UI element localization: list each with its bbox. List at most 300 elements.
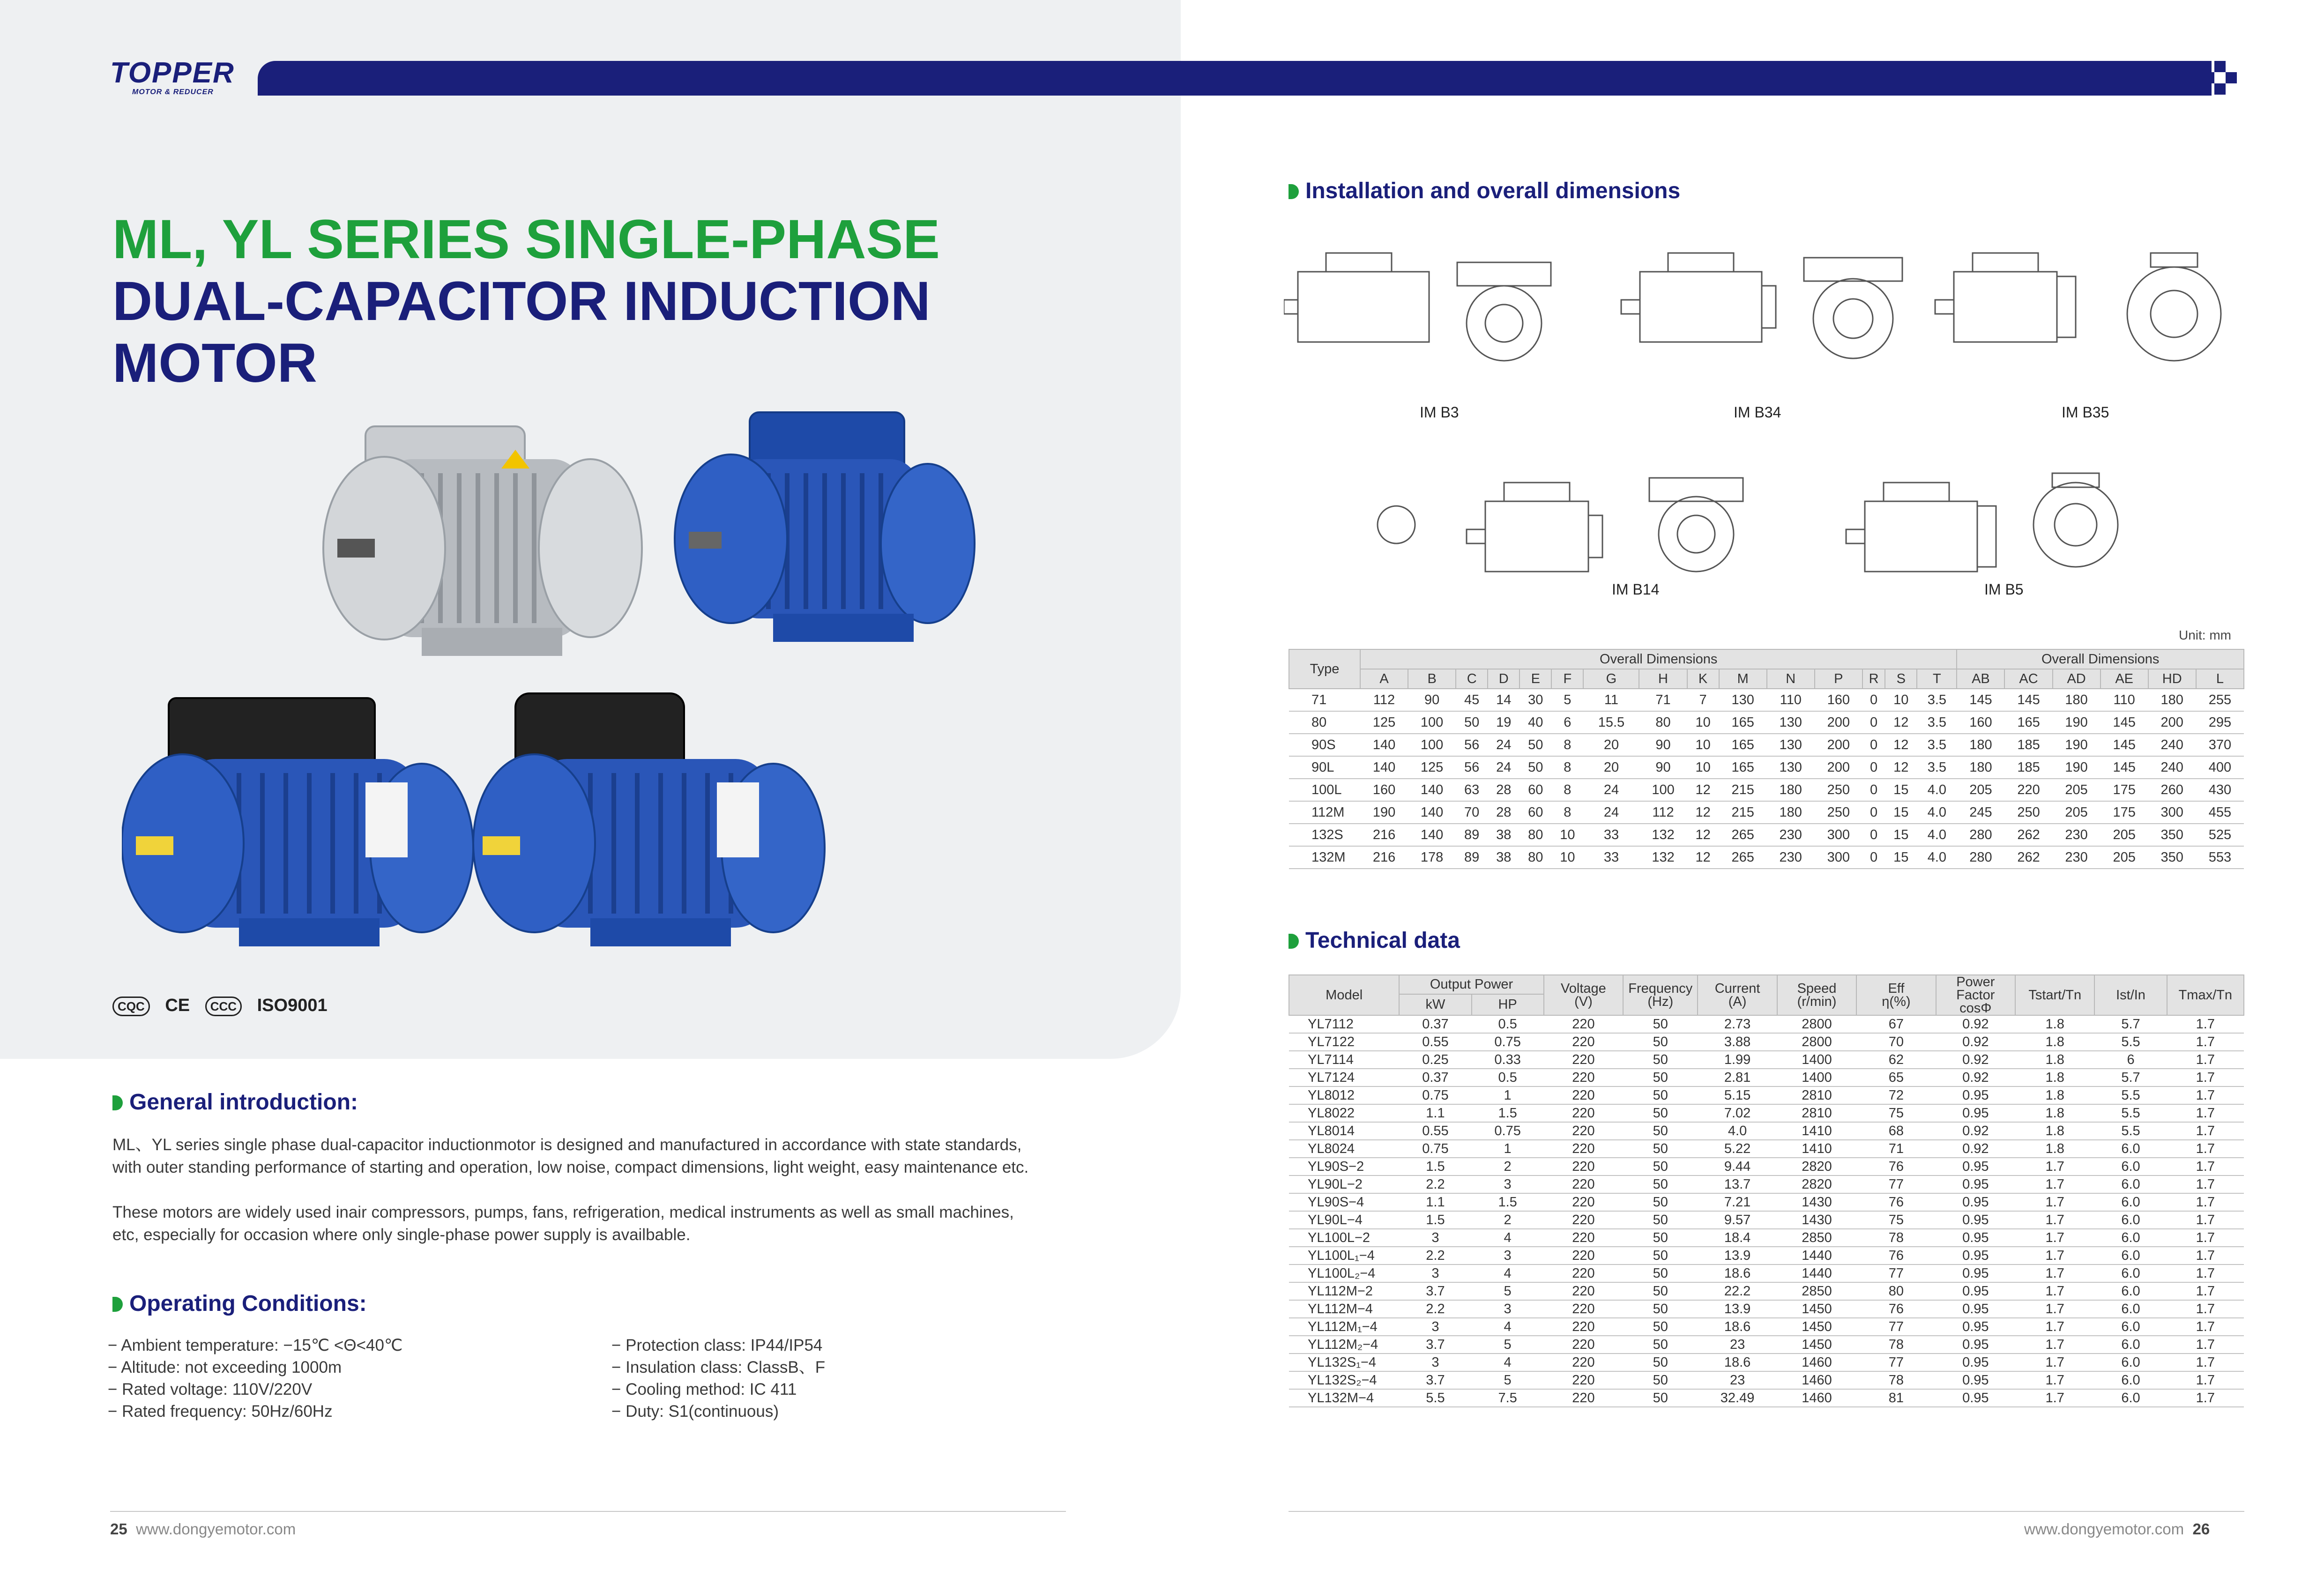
table-cell: 6.0 bbox=[2094, 1354, 2167, 1371]
table-cell: 300 bbox=[2148, 801, 2196, 824]
table-cell: 0.92 bbox=[1936, 1122, 2015, 1140]
table-cell: 175 bbox=[2101, 801, 2148, 824]
table-cell: 0.5 bbox=[1472, 1015, 1544, 1033]
table-cell: 67 bbox=[1856, 1015, 1936, 1033]
table-cell: 0.25 bbox=[1399, 1051, 1471, 1069]
table-cell: 220 bbox=[1544, 1282, 1623, 1300]
table-cell: 100 bbox=[1408, 711, 1456, 734]
table-row bbox=[1289, 1086, 2244, 1104]
table-row bbox=[1289, 1265, 2244, 1282]
table-cell: 1.7 bbox=[2015, 1265, 2094, 1282]
table-cell: 400 bbox=[2196, 756, 2244, 779]
table-cell: 5.5 bbox=[2094, 1122, 2167, 1140]
table-cell: 255 bbox=[2196, 689, 2244, 711]
table-cell: 2.81 bbox=[1698, 1069, 1777, 1086]
table-cell: 50 bbox=[1623, 1265, 1698, 1282]
table-cell: 50 bbox=[1456, 711, 1488, 734]
conditions-right bbox=[611, 1334, 1033, 1422]
table-cell: 220 bbox=[1544, 1265, 1623, 1282]
table-cell: 220 bbox=[1544, 1211, 1623, 1229]
table-row bbox=[1289, 1140, 2244, 1158]
title-line-2: DUAL-CAPACITOR INDUCTION bbox=[112, 270, 931, 332]
motor-blue-image-3 bbox=[473, 693, 825, 946]
general-intro-title: General introduction: bbox=[112, 1089, 358, 1115]
table-cell: 80 bbox=[1520, 846, 1551, 869]
table-cell: 0.95 bbox=[1936, 1336, 2015, 1354]
table-cell: 180 bbox=[2148, 689, 2196, 711]
table-cell: 2810 bbox=[1777, 1104, 1856, 1122]
table-row bbox=[1289, 1033, 2244, 1051]
table-cell: 5.7 bbox=[2094, 1015, 2167, 1033]
dim-col-header: R bbox=[1862, 669, 1885, 689]
label-im-b5: IM B5 bbox=[1984, 581, 2024, 598]
table-cell: 190 bbox=[1360, 801, 1408, 824]
table-cell: 12 bbox=[1687, 846, 1719, 869]
table-cell: 65 bbox=[1856, 1069, 1936, 1086]
table-cell: 5 bbox=[1472, 1336, 1544, 1354]
footer-left bbox=[110, 1520, 296, 1538]
condition-item: − Rated voltage: 110V/220V bbox=[108, 1380, 313, 1398]
dim-col-header: H bbox=[1639, 669, 1687, 689]
table-cell: 1.7 bbox=[2015, 1389, 2094, 1407]
table-cell: 0.37 bbox=[1399, 1015, 1471, 1033]
intro-p2-line1: These motors are widely used inair compressors, pumps, fans, refrigeration, medical instruments as well as small machines, bbox=[112, 1203, 1014, 1221]
table-cell: 1.5 bbox=[1399, 1211, 1471, 1229]
table-cell: 50 bbox=[1623, 1122, 1698, 1140]
table-cell: 1.8 bbox=[2015, 1140, 2094, 1158]
table-cell: 220 bbox=[1544, 1389, 1623, 1407]
table-cell: 262 bbox=[2004, 846, 2052, 869]
table-cell: 100L bbox=[1289, 779, 1360, 801]
table-cell: 23 bbox=[1698, 1336, 1777, 1354]
table-cell: 220 bbox=[1544, 1175, 1623, 1193]
table-cell: 3 bbox=[1472, 1247, 1544, 1265]
table-cell: 0.95 bbox=[1936, 1282, 2015, 1300]
table-cell: 1.8 bbox=[2015, 1033, 2094, 1051]
table-cell: 230 bbox=[2053, 846, 2101, 869]
table-cell: YL7124 bbox=[1289, 1069, 1399, 1086]
table-cell: 10 bbox=[1687, 711, 1719, 734]
condition-item: − Protection class: IP44/IP54 bbox=[611, 1336, 823, 1354]
table-cell: 280 bbox=[1957, 846, 2004, 869]
table-cell: 15.5 bbox=[1583, 711, 1639, 734]
table-cell: 140 bbox=[1408, 779, 1456, 801]
table-cell: 1.7 bbox=[2167, 1247, 2244, 1265]
unit-label: Unit: mm bbox=[2179, 628, 2231, 642]
table-cell: 13.7 bbox=[1698, 1175, 1777, 1193]
table-cell: 300 bbox=[1815, 824, 1862, 846]
table-row bbox=[1289, 1122, 2244, 1140]
table-cell: 1.7 bbox=[2167, 1051, 2244, 1069]
table-cell: 45 bbox=[1456, 689, 1488, 711]
dim-col-header: P bbox=[1815, 669, 1862, 689]
table-cell: 0.95 bbox=[1936, 1175, 2015, 1193]
table-cell: 60 bbox=[1520, 801, 1551, 824]
table-cell: 220 bbox=[1544, 1140, 1623, 1158]
table-cell: 0.95 bbox=[1936, 1211, 2015, 1229]
technical-data-title: Technical data bbox=[1289, 928, 1460, 953]
table-cell: YL8024 bbox=[1289, 1140, 1399, 1158]
table-cell: 4 bbox=[1472, 1354, 1544, 1371]
motor-grey-image bbox=[323, 426, 642, 656]
table-cell: YL90S−2 bbox=[1289, 1158, 1399, 1175]
table-cell: 8 bbox=[1551, 779, 1583, 801]
table-cell: 220 bbox=[1544, 1104, 1623, 1122]
table-cell: 0.92 bbox=[1936, 1015, 2015, 1033]
table-cell: 90 bbox=[1639, 734, 1687, 756]
table-cell: 0.95 bbox=[1936, 1354, 2015, 1371]
table-row bbox=[1289, 1371, 2244, 1389]
table-cell: 50 bbox=[1623, 1211, 1698, 1229]
table-cell: 33 bbox=[1583, 824, 1639, 846]
table-cell: 6.0 bbox=[2094, 1282, 2167, 1300]
table-cell: 185 bbox=[2004, 756, 2052, 779]
voltage-header: Voltage (V) bbox=[1544, 975, 1623, 1015]
table-cell: 10 bbox=[1687, 734, 1719, 756]
table-cell: 178 bbox=[1408, 846, 1456, 869]
table-cell: 2.2 bbox=[1399, 1247, 1471, 1265]
condition-item: − Ambient temperature: −15℃ <Θ<40℃ bbox=[108, 1336, 403, 1354]
table-cell: 430 bbox=[2196, 779, 2244, 801]
table-cell: 0.92 bbox=[1936, 1051, 2015, 1069]
table-cell: 230 bbox=[1767, 824, 1815, 846]
table-cell: 180 bbox=[1767, 779, 1815, 801]
table-cell: 180 bbox=[1957, 756, 2004, 779]
table-row bbox=[1289, 846, 2244, 869]
table-cell: 13.9 bbox=[1698, 1247, 1777, 1265]
table-cell: 7.21 bbox=[1698, 1193, 1777, 1211]
table-row bbox=[1289, 1211, 2244, 1229]
table-cell: 1.7 bbox=[2015, 1354, 2094, 1371]
table-cell: 89 bbox=[1456, 846, 1488, 869]
table-cell: 78 bbox=[1856, 1229, 1936, 1247]
dim-col-header: K bbox=[1687, 669, 1719, 689]
table-cell: 1460 bbox=[1777, 1389, 1856, 1407]
table-cell: 132 bbox=[1639, 824, 1687, 846]
table-cell: 295 bbox=[2196, 711, 2244, 734]
table-cell: 110 bbox=[1767, 689, 1815, 711]
model-header: Model bbox=[1289, 975, 1399, 1015]
table-cell: 240 bbox=[2148, 734, 2196, 756]
table-cell: 7.5 bbox=[1472, 1389, 1544, 1407]
table-cell: YL8014 bbox=[1289, 1122, 1399, 1140]
table-cell: 50 bbox=[1623, 1371, 1698, 1389]
table-cell: 190 bbox=[2053, 711, 2101, 734]
table-cell: 2 bbox=[1472, 1211, 1544, 1229]
table-cell: 0.95 bbox=[1936, 1229, 2015, 1247]
table-cell: 1.7 bbox=[2015, 1300, 2094, 1318]
table-cell: 200 bbox=[1815, 734, 1862, 756]
table-cell: 50 bbox=[1623, 1247, 1698, 1265]
table-cell: 3 bbox=[1472, 1175, 1544, 1193]
table-row bbox=[1289, 801, 2244, 824]
table-cell: 20 bbox=[1583, 734, 1639, 756]
table-cell: 0.95 bbox=[1936, 1300, 2015, 1318]
table-cell: 50 bbox=[1623, 1069, 1698, 1086]
table-cell: 3 bbox=[1472, 1300, 1544, 1318]
condition-item: − Cooling method: IC 411 bbox=[611, 1380, 797, 1398]
table-cell: 5.15 bbox=[1698, 1086, 1777, 1104]
table-row bbox=[1289, 1051, 2244, 1069]
table-cell: 0.95 bbox=[1936, 1247, 2015, 1265]
table-cell: 80 bbox=[1856, 1282, 1936, 1300]
table-cell: 220 bbox=[1544, 1122, 1623, 1140]
table-cell: 15 bbox=[1885, 824, 1917, 846]
table-cell: 160 bbox=[1957, 711, 2004, 734]
dim-col-header: C bbox=[1456, 669, 1488, 689]
table-cell: 50 bbox=[1623, 1389, 1698, 1407]
table-cell: 5.5 bbox=[2094, 1104, 2167, 1122]
type-header: Type bbox=[1289, 649, 1360, 689]
table-cell: 0 bbox=[1862, 779, 1885, 801]
table-cell: 130 bbox=[1767, 756, 1815, 779]
table-cell: 3 bbox=[1399, 1265, 1471, 1282]
table-cell: 50 bbox=[1623, 1051, 1698, 1069]
table-cell: 0.95 bbox=[1936, 1158, 2015, 1175]
table-cell: 4.0 bbox=[1917, 846, 1957, 869]
table-row bbox=[1289, 756, 2244, 779]
table-cell: 280 bbox=[1957, 824, 2004, 846]
table-cell: 40 bbox=[1520, 711, 1551, 734]
table-cell: 80 bbox=[1289, 711, 1360, 734]
footer-divider-left bbox=[110, 1511, 1066, 1512]
table-cell: 2 bbox=[1472, 1158, 1544, 1175]
dim-col-header: L bbox=[2196, 669, 2244, 689]
table-cell: 6.0 bbox=[2094, 1193, 2167, 1211]
table-cell: 30 bbox=[1520, 689, 1551, 711]
table-cell: 220 bbox=[1544, 1247, 1623, 1265]
table-cell: 2850 bbox=[1777, 1229, 1856, 1247]
intro-p2-line2: etc, especially for occasion where only single-phase power supply is availbable. bbox=[112, 1226, 691, 1244]
table-cell: 205 bbox=[2101, 824, 2148, 846]
table-cell: 5.22 bbox=[1698, 1140, 1777, 1158]
table-cell: 165 bbox=[1719, 711, 1767, 734]
table-cell: 1.7 bbox=[2167, 1300, 2244, 1318]
footer-right bbox=[2024, 1520, 2210, 1538]
table-cell: 455 bbox=[2196, 801, 2244, 824]
dim-col-header: AE bbox=[2101, 669, 2148, 689]
table-cell: 1460 bbox=[1777, 1371, 1856, 1389]
table-cell: 1.7 bbox=[2167, 1086, 2244, 1104]
table-cell: 205 bbox=[2053, 801, 2101, 824]
table-cell: 5 bbox=[1472, 1282, 1544, 1300]
table-cell: 1.7 bbox=[2167, 1354, 2244, 1371]
table-cell: 90 bbox=[1639, 756, 1687, 779]
table-cell: 50 bbox=[1623, 1158, 1698, 1175]
table-cell: 220 bbox=[1544, 1354, 1623, 1371]
table-cell: 2.73 bbox=[1698, 1015, 1777, 1033]
website-link-left[interactable]: www.dongyemotor.com bbox=[136, 1520, 296, 1538]
table-cell: 24 bbox=[1583, 801, 1639, 824]
table-cell: 0.92 bbox=[1936, 1069, 2015, 1086]
table-cell: 15 bbox=[1885, 846, 1917, 869]
table-cell: 1410 bbox=[1777, 1122, 1856, 1140]
table-cell: 63 bbox=[1456, 779, 1488, 801]
table-cell: YL90S−4 bbox=[1289, 1193, 1399, 1211]
dim-col-header: A bbox=[1360, 669, 1408, 689]
table-cell: 1450 bbox=[1777, 1336, 1856, 1354]
table-cell: 3.7 bbox=[1399, 1282, 1471, 1300]
table-cell: 50 bbox=[1520, 734, 1551, 756]
dim-col-header: AD bbox=[2053, 669, 2101, 689]
table-cell: 80 bbox=[1639, 711, 1687, 734]
table-cell: 10 bbox=[1885, 689, 1917, 711]
table-cell: 262 bbox=[2004, 824, 2052, 846]
table-cell: YL112M₂−4 bbox=[1289, 1336, 1399, 1354]
table-cell: 132 bbox=[1639, 846, 1687, 869]
table-cell: 165 bbox=[1719, 756, 1767, 779]
table-cell: 1.7 bbox=[2167, 1069, 2244, 1086]
table-cell: 2.2 bbox=[1399, 1300, 1471, 1318]
table-row bbox=[1289, 824, 2244, 846]
table-cell: 1.7 bbox=[2015, 1282, 2094, 1300]
table-cell: 220 bbox=[1544, 1086, 1623, 1104]
table-cell: 220 bbox=[1544, 1158, 1623, 1175]
table-row bbox=[1289, 1175, 2244, 1193]
table-cell: 56 bbox=[1456, 756, 1488, 779]
table-cell: 78 bbox=[1856, 1371, 1936, 1389]
table-cell: 78 bbox=[1856, 1336, 1936, 1354]
website-link-right[interactable]: www.dongyemotor.com bbox=[2024, 1520, 2184, 1538]
table-cell: 2820 bbox=[1777, 1175, 1856, 1193]
table-cell: 6 bbox=[1551, 711, 1583, 734]
tmax-header: Tmax/Tn bbox=[2167, 975, 2244, 1015]
table-cell: 1.8 bbox=[2015, 1122, 2094, 1140]
table-cell: 0.37 bbox=[1399, 1069, 1471, 1086]
installation-drawings bbox=[1284, 234, 2249, 609]
dim-col-header: G bbox=[1583, 669, 1639, 689]
drawing-im-b35 bbox=[1935, 253, 2221, 361]
table-cell: 90 bbox=[1408, 689, 1456, 711]
dim-col-header: N bbox=[1767, 669, 1815, 689]
table-cell: 0.5 bbox=[1472, 1069, 1544, 1086]
table-cell: 50 bbox=[1623, 1175, 1698, 1193]
table-cell: YL8022 bbox=[1289, 1104, 1399, 1122]
table-cell: 62 bbox=[1856, 1051, 1936, 1069]
dim-col-header: B bbox=[1408, 669, 1456, 689]
table-cell: YL132S₂−4 bbox=[1289, 1371, 1399, 1389]
table-cell: 3.5 bbox=[1917, 756, 1957, 779]
speed-header: Speed (r/min) bbox=[1777, 975, 1856, 1015]
table-cell: 15 bbox=[1885, 801, 1917, 824]
table-cell: 140 bbox=[1408, 801, 1456, 824]
table-cell: YL112M−2 bbox=[1289, 1282, 1399, 1300]
table-cell: 0.75 bbox=[1472, 1033, 1544, 1051]
table-cell: 6.0 bbox=[2094, 1247, 2167, 1265]
table-cell: 5.5 bbox=[2094, 1086, 2167, 1104]
table-cell: 6.0 bbox=[2094, 1140, 2167, 1158]
table-cell: 5.5 bbox=[1399, 1389, 1471, 1407]
table-cell: 2800 bbox=[1777, 1015, 1856, 1033]
table-cell: 0.95 bbox=[1936, 1104, 2015, 1122]
table-cell: 1.8 bbox=[2015, 1086, 2094, 1104]
table-cell: 112 bbox=[1360, 689, 1408, 711]
table-cell: 125 bbox=[1408, 756, 1456, 779]
table-cell: 5 bbox=[1551, 689, 1583, 711]
table-cell: 71 bbox=[1289, 689, 1360, 711]
table-cell: 1.8 bbox=[2015, 1015, 2094, 1033]
table-cell: 145 bbox=[2101, 734, 2148, 756]
table-cell: 0 bbox=[1862, 734, 1885, 756]
table-row bbox=[1289, 1300, 2244, 1318]
table-cell: 200 bbox=[2148, 711, 2196, 734]
table-cell: 3.5 bbox=[1917, 734, 1957, 756]
table-cell: 28 bbox=[1488, 779, 1520, 801]
table-cell: 1.7 bbox=[2015, 1211, 2094, 1229]
table-cell: 1.5 bbox=[1472, 1193, 1544, 1211]
table-cell: 6.0 bbox=[2094, 1265, 2167, 1282]
conditions-left bbox=[108, 1334, 576, 1422]
table-cell: 6.0 bbox=[2094, 1211, 2167, 1229]
table-cell: 4.0 bbox=[1698, 1122, 1777, 1140]
table-cell: 250 bbox=[2004, 801, 2052, 824]
table-cell: 3.7 bbox=[1399, 1336, 1471, 1354]
header-bar bbox=[258, 61, 2212, 96]
table-cell: 145 bbox=[2101, 756, 2148, 779]
dim-col-header: T bbox=[1917, 669, 1957, 689]
table-cell: YL8012 bbox=[1289, 1086, 1399, 1104]
table-cell: YL7114 bbox=[1289, 1051, 1399, 1069]
table-cell: 24 bbox=[1583, 779, 1639, 801]
table-cell: 4 bbox=[1472, 1318, 1544, 1336]
table-cell: 1430 bbox=[1777, 1193, 1856, 1211]
table-cell: 38 bbox=[1488, 824, 1520, 846]
intro-p1-line2: with outer standing performance of starting and operation, low noise, compact dimensions, light weight, easy maintenance etc. bbox=[112, 1158, 1029, 1176]
condition-item: − Altitude: not exceeding 1000m bbox=[108, 1358, 342, 1376]
table-cell: 80 bbox=[1520, 824, 1551, 846]
title-line-1: ML, YL SERIES SINGLE-PHASE bbox=[112, 208, 940, 270]
drawing-im-b14 bbox=[1378, 478, 1743, 572]
table-cell: 0 bbox=[1862, 824, 1885, 846]
table-cell: 12 bbox=[1885, 756, 1917, 779]
drawing-im-b5 bbox=[1846, 473, 2118, 572]
page-title bbox=[112, 208, 940, 394]
table-cell: 1400 bbox=[1777, 1051, 1856, 1069]
table-cell: 220 bbox=[1544, 1015, 1623, 1033]
table-cell: 1.7 bbox=[2015, 1175, 2094, 1193]
table-cell: YL112M−4 bbox=[1289, 1300, 1399, 1318]
table-cell: 140 bbox=[1360, 734, 1408, 756]
table-cell: 0.95 bbox=[1936, 1371, 2015, 1389]
table-cell: 1460 bbox=[1777, 1354, 1856, 1371]
table-cell: 6.0 bbox=[2094, 1371, 2167, 1389]
table-cell: 50 bbox=[1623, 1300, 1698, 1318]
table-cell: 245 bbox=[1957, 801, 2004, 824]
table-cell: 1.7 bbox=[2167, 1158, 2244, 1175]
table-cell: 6.0 bbox=[2094, 1336, 2167, 1354]
table-cell: 132S bbox=[1289, 824, 1360, 846]
table-cell: 1.1 bbox=[1399, 1104, 1471, 1122]
table-cell: 38 bbox=[1488, 846, 1520, 869]
table-cell: 1.7 bbox=[2015, 1247, 2094, 1265]
table-cell: 160 bbox=[1360, 779, 1408, 801]
table-cell: 205 bbox=[2053, 779, 2101, 801]
table-cell: 140 bbox=[1408, 824, 1456, 846]
table-cell: 50 bbox=[1623, 1282, 1698, 1300]
page-number-right: 26 bbox=[2192, 1520, 2210, 1538]
table-cell: 6.0 bbox=[2094, 1318, 2167, 1336]
table-cell: 220 bbox=[1544, 1371, 1623, 1389]
kw-header: kW bbox=[1399, 994, 1471, 1015]
table-cell: YL90L−4 bbox=[1289, 1211, 1399, 1229]
dim-col-header: AC bbox=[2004, 669, 2052, 689]
table-cell: 90S bbox=[1289, 734, 1360, 756]
dim-col-header: E bbox=[1520, 669, 1551, 689]
table-cell: 1440 bbox=[1777, 1247, 1856, 1265]
table-cell: 190 bbox=[2053, 734, 2101, 756]
table-cell: 4.0 bbox=[1917, 824, 1957, 846]
table-cell: 220 bbox=[1544, 1318, 1623, 1336]
